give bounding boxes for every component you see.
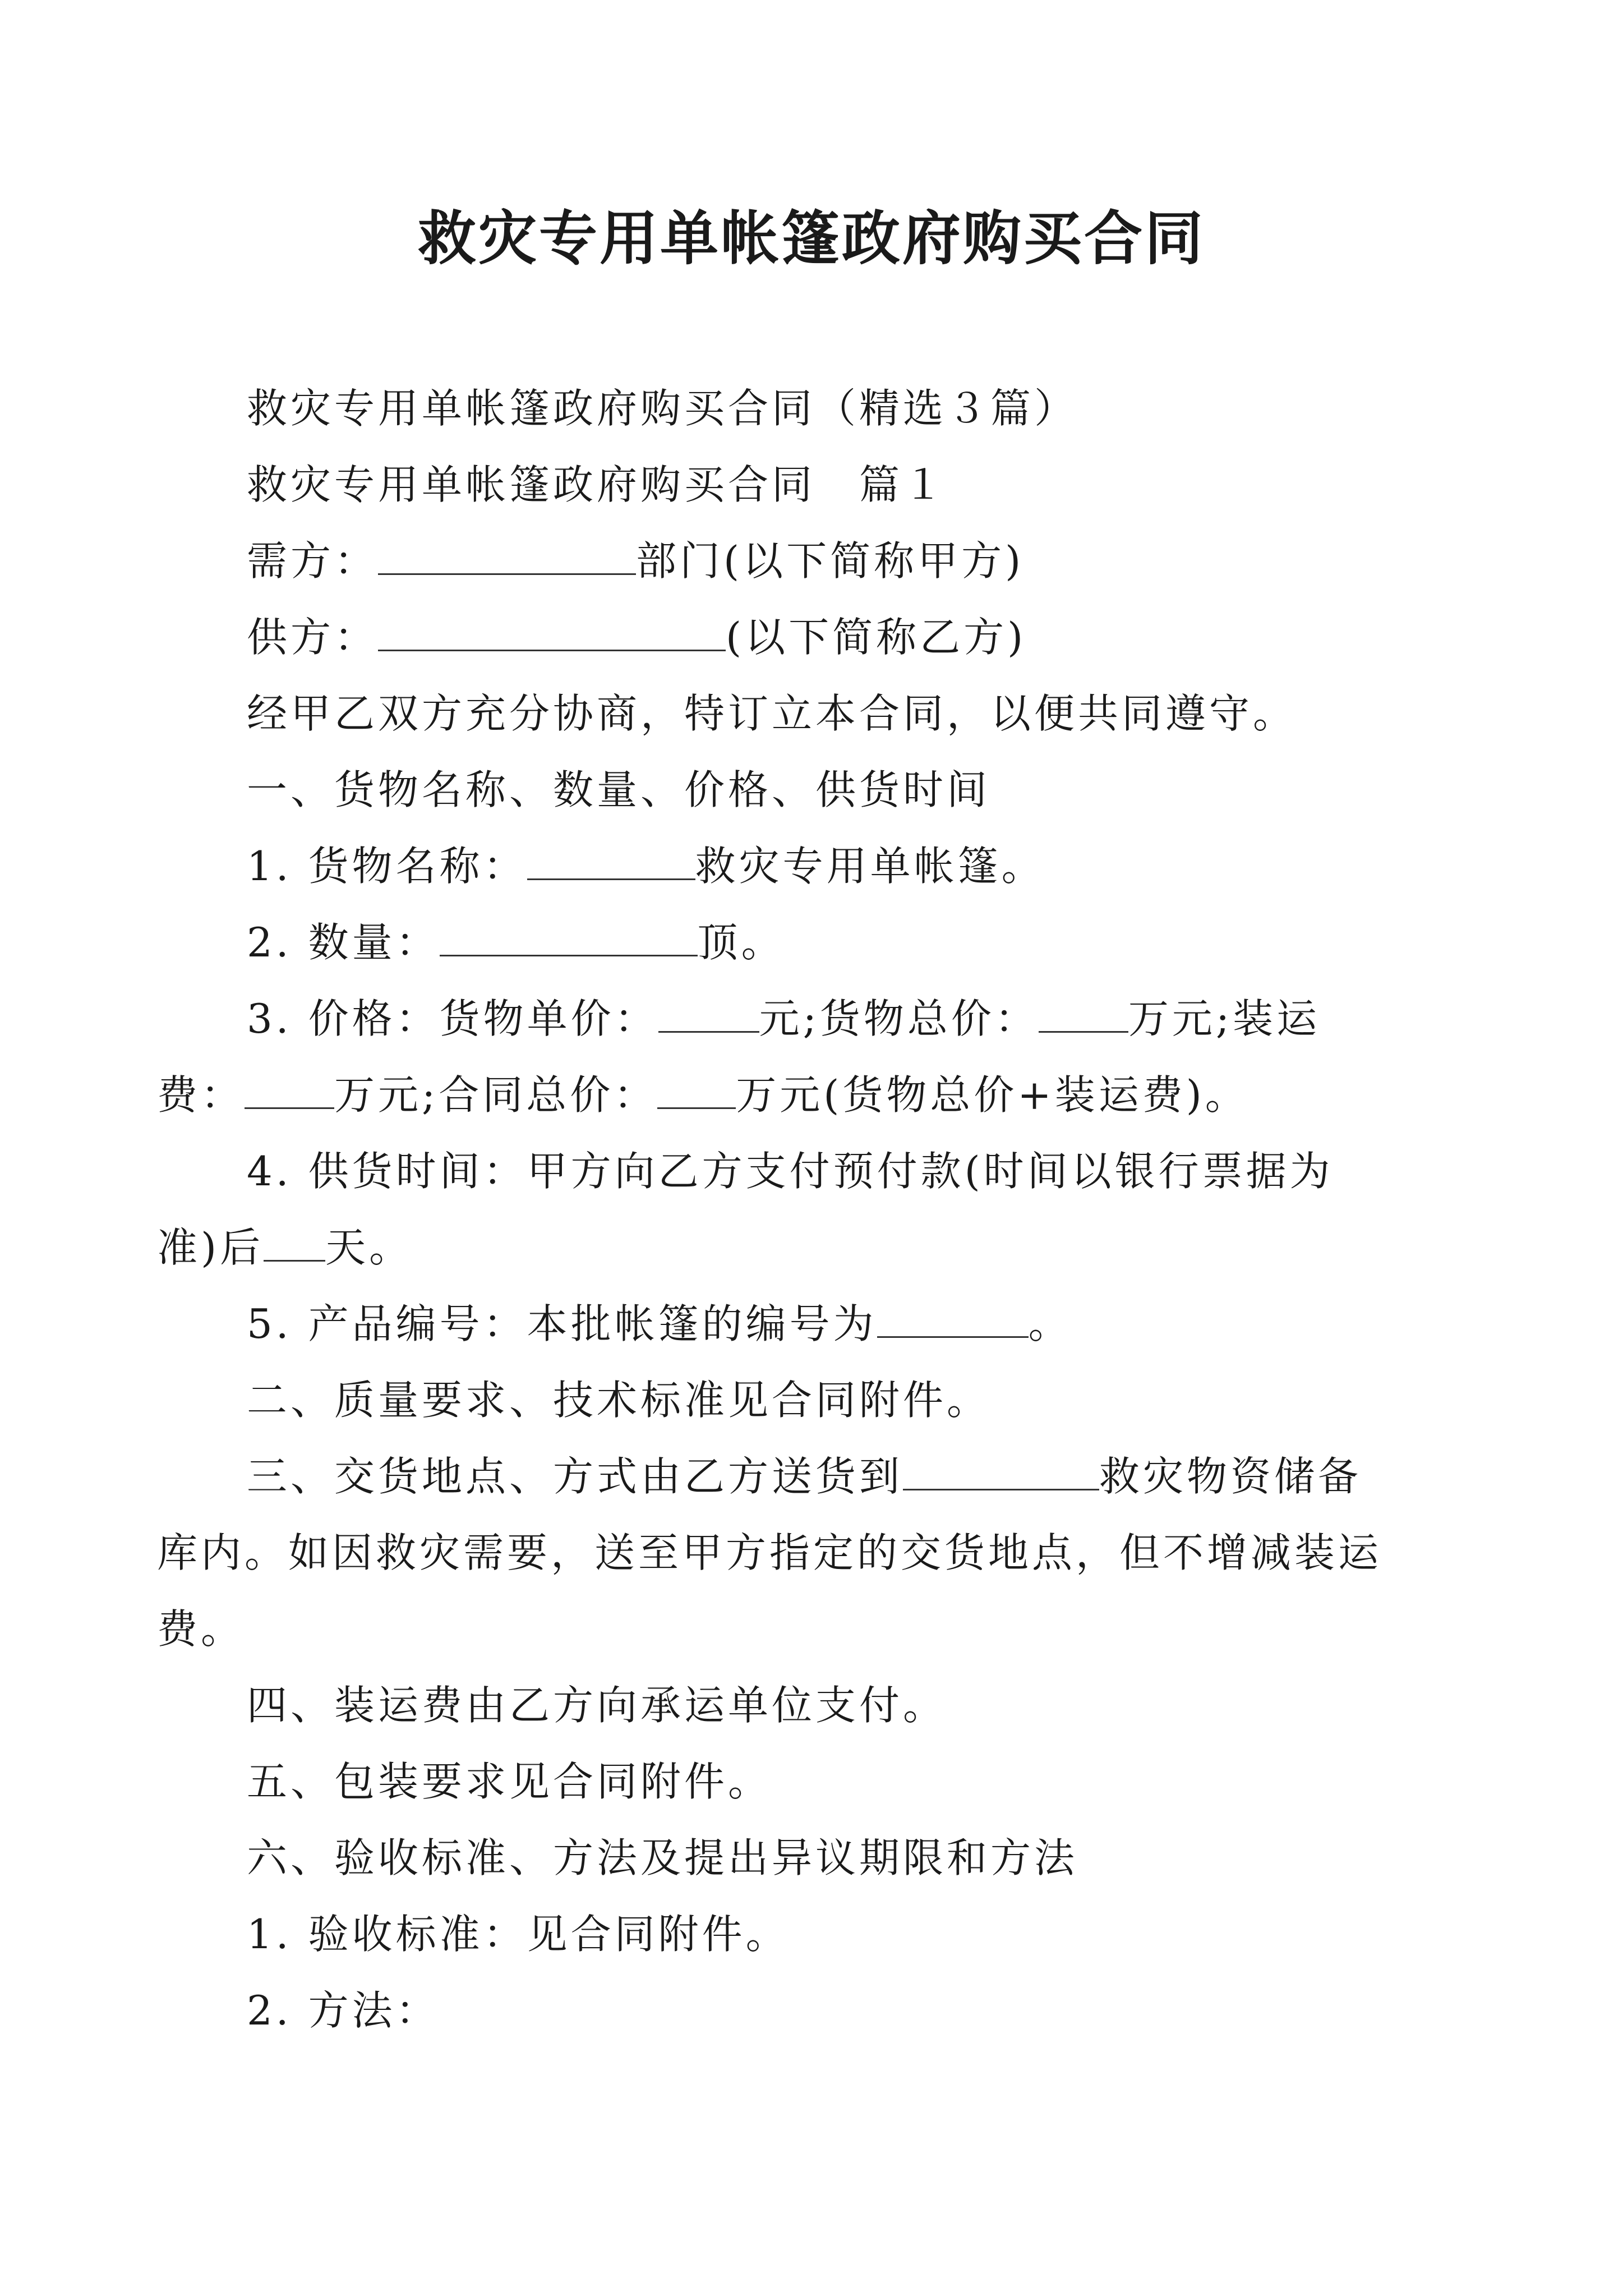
document-body <box>157 370 1391 2049</box>
item-5-line <box>247 1286 1391 1362</box>
intro-paragraph: 经甲乙双方充分协商，特订立本合同，以便共同遵守。 <box>247 690 1297 737</box>
buyer-blank <box>378 534 636 575</box>
article-6-item-1: 1. 验收标准：见合同附件。 <box>247 1911 790 1958</box>
total-goods-blank <box>1039 992 1128 1033</box>
item-5-suffix: 。 <box>1028 1300 1072 1347</box>
article-3-part-b: 救灾物资储备库内。如因救灾需要，送至甲方指定的交货地点，但不增减装运费。 <box>157 1453 1382 1653</box>
buyer-line <box>247 523 1391 599</box>
item-2-label: 2. 数量： <box>247 919 440 966</box>
item-1-line <box>247 828 1391 904</box>
item-5-label: 5. 产品编号：本批帐篷的编号为 <box>247 1300 877 1347</box>
shipping-blank <box>245 1068 334 1109</box>
article-6-item-2: 2. 方法： <box>247 1987 440 2034</box>
article-6-heading: 六、验收标准、方法及提出异议期限和方法 <box>247 1834 1078 1881</box>
buyer-label: 需方： <box>247 537 379 585</box>
article-3-paragraph <box>157 1438 1391 1667</box>
item-3-paragraph <box>157 981 1391 1133</box>
supplier-blank <box>378 610 726 651</box>
item-2-blank <box>440 915 698 956</box>
item-1-suffix: 救灾专用单帐篷。 <box>695 843 1045 890</box>
supplier-line <box>247 599 1391 675</box>
item-1-label: 1. 货物名称： <box>247 843 527 890</box>
item-3-part-b: 元;货物总价： <box>759 995 1039 1042</box>
item-4-part-b: 天。 <box>325 1224 413 1271</box>
delivery-location-blank <box>903 1450 1099 1490</box>
supplier-suffix: (以下简称乙方) <box>726 614 1027 661</box>
item-3-part-c: 万元;装运费： <box>157 995 1321 1119</box>
item-2-line <box>247 904 1391 981</box>
item-4-part-a: 4. 供货时间：甲方向乙方支付预付款(时间以银行票据为准)后 <box>157 1148 1334 1271</box>
document-title: 救灾专用单帐篷政府购买合同 <box>417 204 1205 273</box>
item-2-suffix: 顶。 <box>697 919 785 966</box>
unit-price-blank <box>658 992 759 1033</box>
section-heading: 救灾专用单帐篷政府购买合同 篇１ <box>247 461 947 508</box>
item-3-part-a: 3. 价格：货物单价： <box>247 995 658 1042</box>
supplier-label: 供方： <box>247 614 379 661</box>
item-1-blank <box>527 839 695 880</box>
item-4-paragraph <box>157 1133 1391 1286</box>
buyer-suffix: 部门(以下简称甲方) <box>636 537 1025 585</box>
subtitle: 救灾专用单帐篷政府购买合同（精选３篇） <box>247 385 1078 432</box>
item-3-part-d: 万元;合同总价： <box>334 1071 658 1119</box>
article-5: 五、包装要求见合同附件。 <box>247 1758 772 1805</box>
article-1-heading: 一、货物名称、数量、价格、供货时间 <box>247 766 991 813</box>
item-3-part-e: 万元(货物总价+装运费)。 <box>736 1071 1249 1119</box>
article-2: 二、质量要求、技术标准见合同附件。 <box>247 1377 991 1424</box>
contract-total-blank <box>657 1068 736 1109</box>
article-3-part-a: 三、交货地点、方式由乙方送货到 <box>247 1453 903 1500</box>
product-number-blank <box>877 1297 1029 1338</box>
article-4: 四、装运费由乙方向承运单位支付。 <box>247 1682 947 1729</box>
delivery-days-blank <box>264 1221 325 1262</box>
